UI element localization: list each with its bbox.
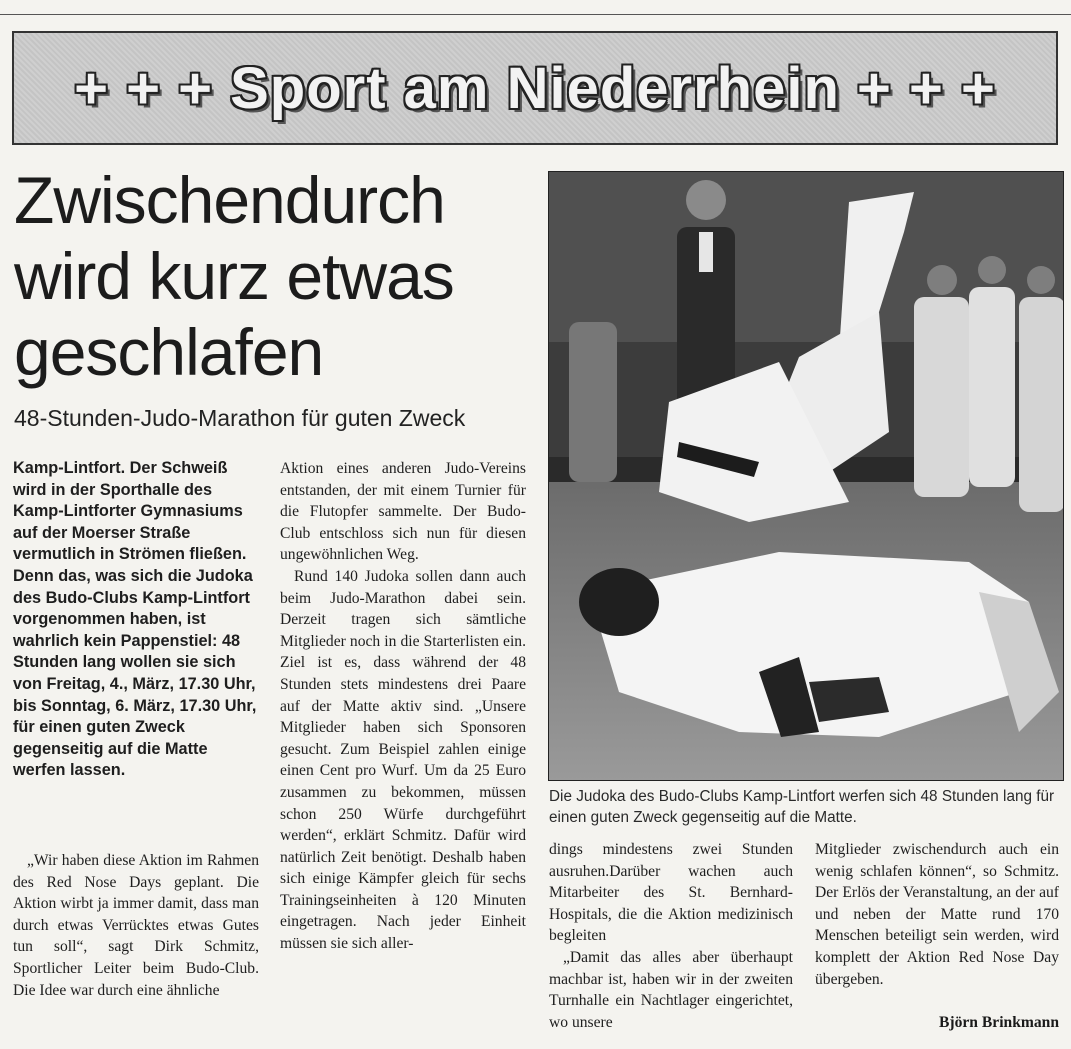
headline-line-2: wird kurz etwas [14, 239, 454, 313]
column-3-paragraph-2: „Damit das alles aber überhaupt machbar ist, haben wir in der zweiten Turnhalle ein Nachtlager eingerichtet, wo unsere [549, 948, 793, 1031]
column-2-paragraph-2: Rund 140 Judoka sollen dann auch beim Judo-Marathon dabei sein. Derzeit tragen sich sämtliche Mitglieder noch in die Starterlisten ein. Ziel ist es, dass während der 48 Stunden stets mindestens drei Paare auf der Matte aktiv sind. „Unsere Mitglieder haben sich Sponsoren gesucht. Zum Beispiel zahlen einige einen Cent pro Wurf. Um da 25 Euro zusammen zu bekommen, müssen schon 250 Würfe durchgeführt werden“, erklärt Schmitz. Dafür wird natürlich Zeit benötigt. Deshalb haben sich einige Kämpfer gleich für sechs Trainingseinheiten à 120 Minuten eingetragen. Nach jeder Einheit müssen sie sich aller- [280, 567, 526, 953]
headline-line-1: Zwischendurch [14, 163, 445, 237]
banner-title: + + + Sport am Niederrhein + + + [74, 55, 996, 121]
column-1-paragraph: „Wir haben diese Aktion im Rahmen des Red Nose Days geplant. Die Aktion wirbt ja immer damit, dass man durch etwas Verrücktes etwas Gutes tun soll“, sagt Dirk Schmitz, Sportlicher Leiter beim Budo-Club. Die Idee war durch eine ähnliche [13, 852, 259, 999]
article-column-1 [13, 850, 259, 1001]
article-headline [14, 162, 539, 390]
author-byline: Björn Brinkmann [938, 1014, 1059, 1031]
section-banner [12, 31, 1058, 145]
article-column-3 [549, 839, 793, 1033]
top-rule [0, 14, 1071, 15]
judo-photo [548, 171, 1064, 781]
article-lead-paragraph: Kamp-Lintfort. Der Schweiß wird in der Sporthalle des Kamp-Lintforter Gymnasiums auf der Moerser Straße vermutlich in Strömen fließen. Denn das, was sich die Judoka des Budo-Clubs Kamp-Lintfort vorgenommen haben, ist wahrlich kein Pappenstiel: 48 Stunden lang wollen sie sich von Freitag, 4., März, 17.30 Uhr, bis Sonntag, 6. März, 17.30 Uhr, für einen guten Zweck gegenseitig auf die Matte werfen lassen. [13, 459, 257, 780]
headline-line-3: geschlafen [14, 315, 324, 389]
column-2-paragraph-1: Aktion eines anderen Judo-Vereins entstanden, der mit einem Turnier für die Flutopfer sammelte. Der Budo-Club entschloss sich nun für diesen ungewöhnlichen Weg. [280, 460, 526, 564]
article-column-2 [280, 458, 526, 955]
column-4-paragraph: Mitglieder zwischendurch auch ein wenig schlafen können“, so Schmitz. Der Erlös der Veranstaltung, an der auf und neben der Matte rund 170 Menschen beteiligt sein werden, wird komplett der Aktion Red Nose Day übergeben. [815, 841, 1059, 988]
article-column-4 [815, 839, 1059, 990]
article-subheadline: 48-Stunden-Judo-Marathon für guten Zweck [14, 405, 466, 431]
photo-caption: Die Judoka des Budo-Clubs Kamp-Lintfort werfen sich 48 Stunden lang für einen guten Zweck gegenseitig auf die Matte. [549, 788, 1055, 826]
column-3-paragraph-1: dings mindestens zwei Stunden ausruhen.Darüber wachen auch Mitarbeiter des St. Bernhard-Hospitals, die die Aktion medizinisch begleiten [549, 841, 793, 945]
